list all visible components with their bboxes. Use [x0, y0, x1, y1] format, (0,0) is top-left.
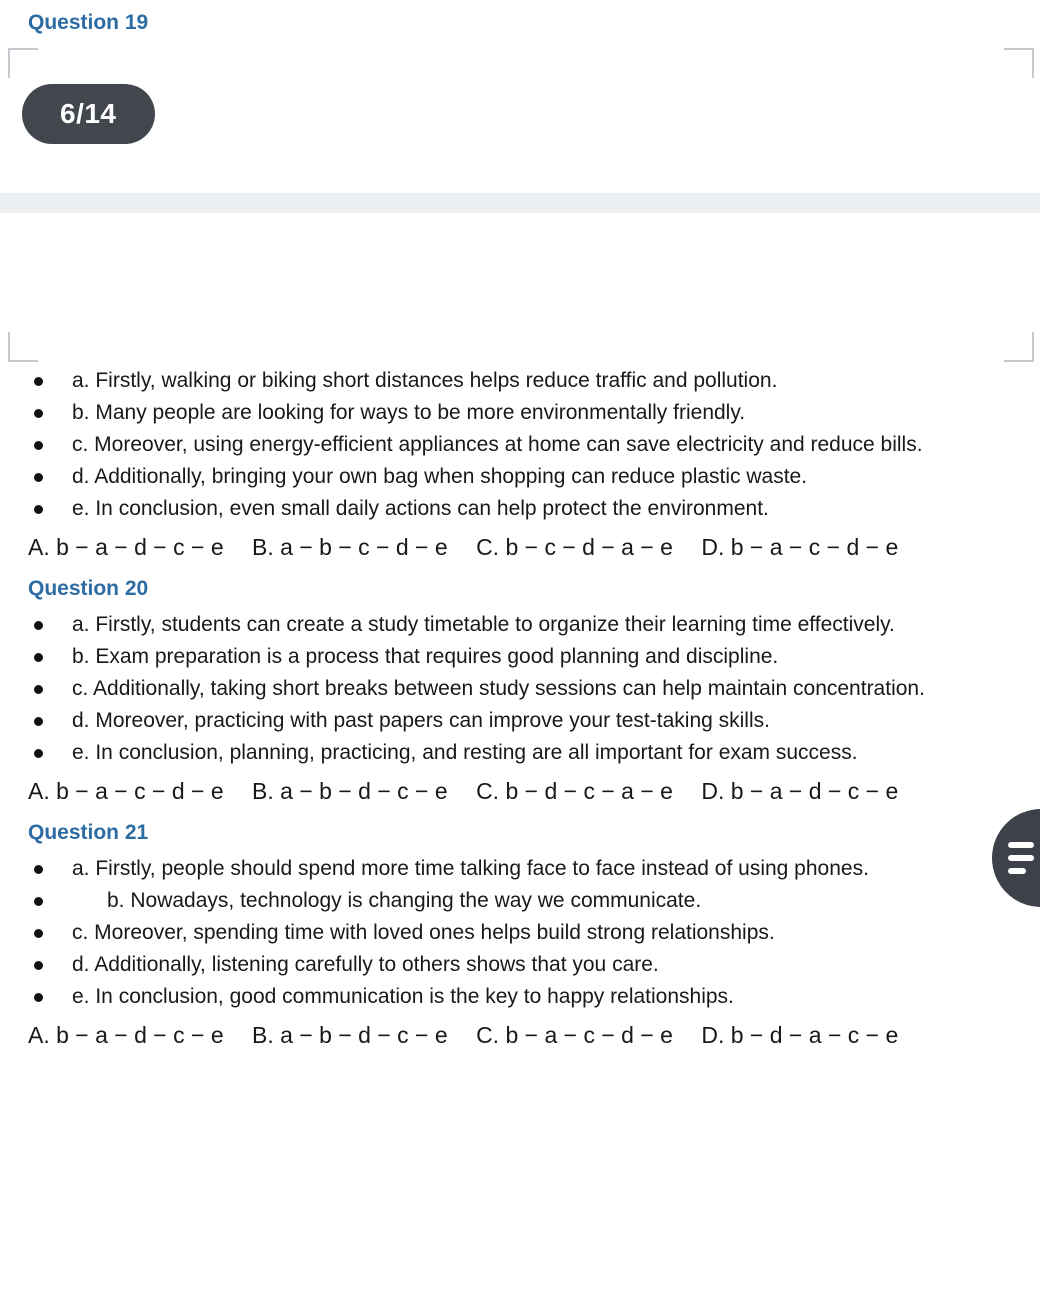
bullet-item — [28, 493, 1012, 525]
bullet-dot-icon — [28, 917, 72, 949]
question-title: Question 20 — [28, 577, 149, 600]
menu-icon — [1008, 842, 1038, 874]
answer-option-c[interactable]: C. b − a − c − d − e — [476, 1022, 673, 1048]
question-block-21 — [28, 817, 1012, 1055]
bullet-item — [28, 705, 1012, 737]
bullet-dot-icon — [28, 981, 72, 1013]
bullet-dot-icon — [28, 885, 72, 917]
answer-option-a[interactable]: A. b − a − c − d − e — [28, 778, 224, 804]
bullet-dot-icon — [28, 609, 72, 641]
answer-option-a[interactable]: A. b − a − d − c − e — [28, 1022, 224, 1048]
bullet-item — [28, 365, 1012, 397]
item-text: d. Additionally, listening carefully to others shows that you care. — [72, 953, 659, 976]
page-corner-mark-top-right — [1004, 48, 1034, 78]
page-progress-badge: 6/14 — [22, 84, 155, 144]
item-text: c. Moreover, spending time with loved ones helps build strong relationships. — [72, 921, 775, 944]
item-text: c. Additionally, taking short breaks between study sessions can help maintain concentration. — [72, 677, 925, 700]
question-block-20 — [28, 573, 1012, 811]
answer-options — [28, 528, 1012, 567]
question-content — [0, 213, 1040, 1061]
question-label: Question 19 — [28, 11, 149, 34]
answer-option-c[interactable]: C. b − c − d − a − e — [476, 534, 673, 560]
bullet-dot-icon — [28, 429, 72, 461]
bullet-item — [28, 397, 1012, 429]
bullet-item — [28, 641, 1012, 673]
item-text: a. Firstly, walking or biking short distances helps reduce traffic and pollution. — [72, 369, 778, 392]
bullet-item — [28, 673, 1012, 705]
bullet-item — [28, 981, 1012, 1013]
question-title: Question 21 — [28, 821, 149, 844]
bullet-item — [28, 461, 1012, 493]
bullet-dot-icon — [28, 461, 72, 493]
item-text: a. Firstly, students can create a study timetable to organize their learning time effectively. — [72, 613, 895, 636]
bullet-dot-icon — [28, 397, 72, 429]
bullet-dot-icon — [28, 853, 72, 885]
answer-option-b[interactable]: B. a − b − d − c − e — [252, 1022, 448, 1048]
answer-option-d[interactable]: D. b − a − c − d − e — [701, 534, 899, 560]
item-text: d. Additionally, bringing your own bag when shopping can reduce plastic waste. — [72, 465, 808, 488]
answer-option-b[interactable]: B. a − b − d − c − e — [252, 778, 448, 804]
answer-option-a[interactable]: A. b − a − d − c − e — [28, 534, 224, 560]
bullet-item — [28, 737, 1012, 769]
answer-option-b[interactable]: B. a − b − c − d − e — [252, 534, 448, 560]
answer-options — [28, 1016, 1012, 1055]
answer-option-d[interactable]: D. b − d − a − c − e — [701, 1022, 899, 1048]
item-text: e. In conclusion, even small daily actions can help protect the environment. — [72, 497, 769, 520]
answer-option-d[interactable]: D. b − a − d − c − e — [701, 778, 899, 804]
bullet-item — [28, 609, 1012, 641]
bullet-dot-icon — [28, 365, 72, 397]
answer-options — [28, 772, 1012, 811]
bullet-dot-icon — [28, 493, 72, 525]
bullet-dot-icon — [28, 737, 72, 769]
item-text: b. Many people are looking for ways to be more environmentally friendly. — [72, 401, 746, 424]
page-gap-divider — [0, 193, 1040, 213]
page-corner-mark-top-left — [8, 48, 38, 78]
bullet-dot-icon — [28, 705, 72, 737]
item-text: c. Moreover, using energy-efficient appliances at home can save electricity and reduce bills. — [72, 433, 923, 456]
bullet-dot-icon — [28, 949, 72, 981]
bullet-item — [28, 429, 1012, 461]
answer-option-c[interactable]: C. b − d − c − a − e — [476, 778, 673, 804]
item-text: a. Firstly, people should spend more time talking face to face instead of using phones. — [72, 857, 869, 880]
bullet-item — [28, 949, 1012, 981]
bullet-item — [28, 885, 1012, 917]
item-text: e. In conclusion, good communication is the key to happy relationships. — [72, 985, 734, 1008]
bullet-dot-icon — [28, 673, 72, 705]
question-block-19 — [28, 365, 1012, 567]
item-text: b. Nowadays, technology is changing the way we communicate. — [72, 889, 702, 912]
bullet-item — [28, 917, 1012, 949]
item-text: d. Moreover, practicing with past papers can improve your test-taking skills. — [72, 709, 770, 732]
item-text: e. In conclusion, planning, practicing, and resting are all important for exam success. — [72, 741, 858, 764]
item-text: b. Exam preparation is a process that requires good planning and discipline. — [72, 645, 779, 668]
bullet-dot-icon — [28, 641, 72, 673]
bullet-item — [28, 853, 1012, 885]
